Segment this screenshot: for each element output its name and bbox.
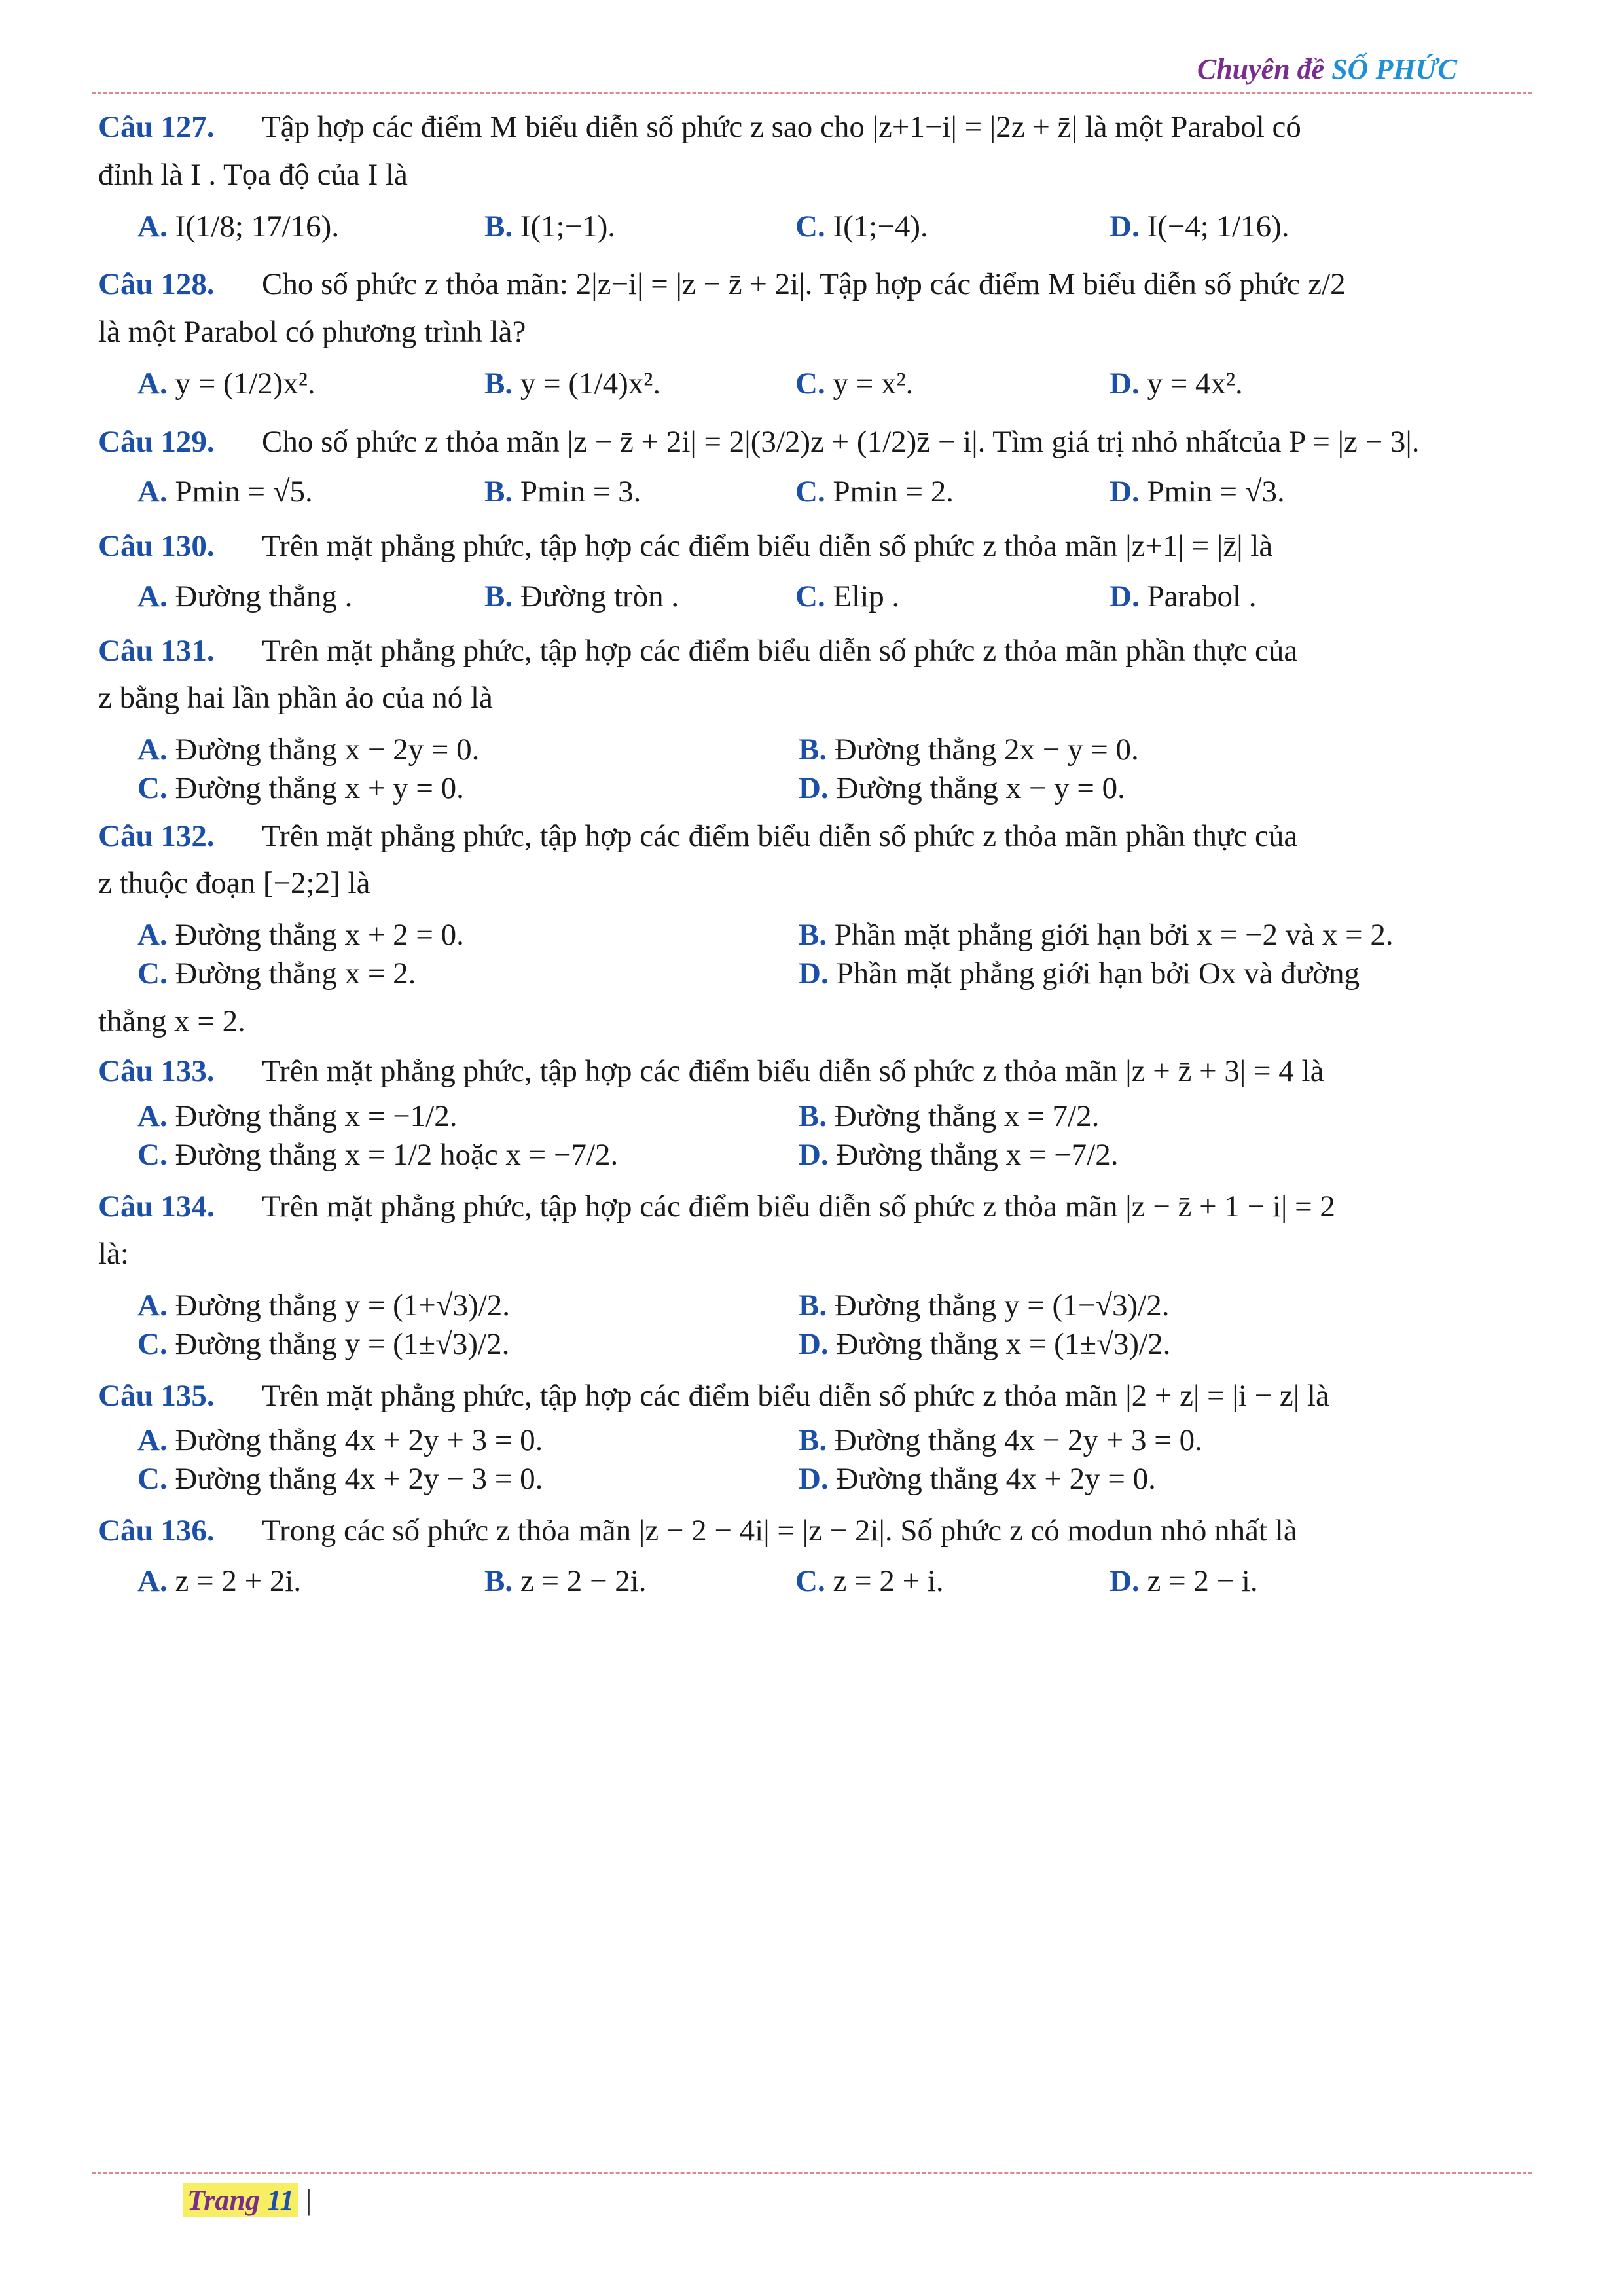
page-footer	[183, 2183, 312, 2217]
answer-option-label: D.	[1110, 366, 1140, 401]
footer-page-label: Trang 11	[183, 2183, 298, 2217]
answer-option-text: I(1/8; 17/16).	[175, 209, 340, 244]
answer-option-label: D.	[799, 771, 829, 805]
answer-option[interactable]	[795, 577, 1110, 616]
question-list	[98, 108, 1532, 1616]
answer-option[interactable]	[799, 731, 1532, 769]
answer-option-text: Pmin = √5.	[175, 475, 313, 509]
answer-option[interactable]	[137, 1421, 799, 1460]
answer-option[interactable]	[1110, 1562, 1532, 1601]
question-number: Câu 129.	[98, 424, 215, 459]
answer-options	[137, 916, 1532, 993]
answer-option[interactable]	[799, 1136, 1532, 1175]
answer-option-text: I(1;−1).	[520, 209, 616, 244]
answer-option-text: y = (1/2)x².	[175, 366, 316, 401]
answer-option-text: Đường thẳng x = −1/2.	[175, 1099, 458, 1133]
answer-option-text: Đường thẳng 4x + 2y = 0.	[836, 1462, 1156, 1496]
answer-option-text: Đường thẳng x = 1/2 hoặc x = −7/2.	[175, 1137, 619, 1172]
answer-option[interactable]	[799, 769, 1532, 808]
question-stem: Trên mặt phẳng phức, tập hợp các điểm biểu diễn số phức z thỏa mãn |z+1| = |z̄| là	[262, 529, 1273, 563]
answer-option-text: z = 2 − i.	[1147, 1563, 1258, 1598]
answer-option[interactable]	[799, 916, 1532, 955]
question-stem: Trên mặt phẳng phức, tập hợp các điểm biểu diễn số phức z thỏa mãn |z + z̄ + 3| = 4 là	[262, 1054, 1324, 1089]
answer-option-text: Đường thẳng 4x + 2y − 3 = 0.	[175, 1462, 543, 1496]
answer-option-label: C.	[137, 956, 168, 991]
answer-option[interactable]	[799, 1286, 1532, 1325]
answer-option[interactable]	[137, 769, 799, 808]
answer-option-label: D.	[1110, 209, 1140, 244]
answer-options	[137, 1421, 1532, 1499]
answer-option[interactable]	[137, 208, 484, 246]
question-stem-row	[98, 423, 1532, 462]
answer-option[interactable]	[1110, 365, 1532, 403]
answer-option-label: C.	[137, 1462, 168, 1496]
answer-option[interactable]	[137, 955, 799, 993]
question-number: Câu 135.	[98, 1378, 215, 1413]
answer-option[interactable]	[137, 916, 799, 955]
answer-option-label: A.	[137, 475, 168, 509]
answer-option[interactable]	[795, 1562, 1110, 1601]
answer-option[interactable]	[1110, 473, 1532, 511]
answer-option-text: Đường thẳng x = −7/2.	[836, 1137, 1119, 1172]
answer-option-label: D.	[799, 1137, 829, 1172]
answer-option[interactable]	[137, 1097, 799, 1136]
answer-option[interactable]	[799, 1325, 1532, 1364]
answer-option-label: D.	[1110, 1563, 1140, 1598]
question-stem: Trên mặt phẳng phức, tập hợp các điểm biểu diễn số phức z thỏa mãn |z − z̄ + 1 − i| = 2	[262, 1189, 1335, 1224]
answer-option[interactable]	[137, 1460, 799, 1499]
question-stem-continued: z bằng hai lần phần ảo của nó là	[98, 681, 493, 716]
question-number: Câu 131.	[98, 633, 215, 668]
answer-option-label: B.	[799, 1288, 827, 1322]
answer-option-text: Đường thẳng x = 2.	[175, 956, 416, 991]
answer-option-label: B.	[484, 209, 513, 244]
page-header	[1197, 52, 1457, 86]
answer-option-text: Đường thẳng 4x + 2y + 3 = 0.	[175, 1423, 543, 1458]
answer-option-text: Đường thẳng x − y = 0.	[836, 771, 1125, 805]
answer-option[interactable]	[137, 1562, 484, 1601]
question-stem: Trong các số phức z thỏa mãn |z − 2 − 4i| = |z − 2i|. Số phức z có modun nhỏ nhất là	[262, 1513, 1297, 1548]
question-block	[98, 632, 1532, 808]
question-block	[98, 108, 1532, 246]
answer-option-label: C.	[137, 1326, 168, 1361]
answer-option-label: C.	[795, 475, 825, 509]
answer-option-text: Elip .	[833, 579, 900, 613]
answer-option-label: A.	[137, 1423, 168, 1458]
answer-option-text: Đường thẳng x − 2y = 0.	[175, 733, 480, 767]
answer-option-label: C.	[795, 1563, 825, 1598]
answer-option-label: A.	[137, 1288, 168, 1322]
answer-option-text: Đường thẳng y = (1−√3)/2.	[834, 1288, 1170, 1322]
footer-divider	[92, 2172, 1532, 2174]
question-block	[98, 817, 1532, 1041]
question-block	[98, 1512, 1532, 1601]
question-stem-row	[98, 108, 1532, 147]
question-block	[98, 1377, 1532, 1499]
answer-option-label: A.	[137, 209, 168, 244]
answer-option-label: A.	[137, 733, 168, 767]
answer-option-label: A.	[137, 918, 168, 952]
answer-option-text: Pmin = 2.	[833, 475, 954, 509]
answer-option[interactable]	[799, 955, 1532, 993]
question-number: Câu 133.	[98, 1054, 215, 1089]
footer-separator: |	[306, 2184, 312, 2216]
answer-option-label: C.	[795, 209, 825, 244]
answer-option-label: A.	[137, 1563, 168, 1598]
answer-option-text: Đường thẳng 2x − y = 0.	[834, 733, 1139, 767]
answer-option-text: Đường thẳng x = (1±√3)/2.	[836, 1326, 1171, 1361]
answer-option-label: C.	[795, 366, 825, 401]
question-stem-continued: đỉnh là I . Tọa độ của I là	[98, 157, 408, 192]
question-stem-continued: là một Parabol có phương trình là?	[98, 315, 526, 349]
question-stem-row	[98, 817, 1532, 856]
answer-option-label: C.	[137, 771, 168, 805]
question-block	[98, 527, 1532, 616]
answer-option-label: B.	[799, 1099, 827, 1133]
answer-option-label: A.	[137, 579, 168, 613]
answer-options	[137, 1097, 1532, 1175]
answer-option[interactable]	[137, 473, 484, 511]
answer-option[interactable]	[137, 577, 484, 616]
question-block	[98, 423, 1532, 512]
answer-option-label: C.	[795, 579, 825, 613]
answer-option-label: B.	[484, 475, 513, 509]
answer-option-label: D.	[1110, 579, 1140, 613]
answer-option-text: z = 2 + 2i.	[175, 1563, 302, 1598]
question-stem-continued: là:	[98, 1237, 129, 1271]
answer-option-label: B.	[799, 918, 827, 952]
answer-option-label: C.	[137, 1137, 168, 1172]
question-stem-row	[98, 1052, 1532, 1091]
answer-options	[137, 365, 1532, 403]
question-stem-row	[98, 632, 1532, 670]
answer-option-label: A.	[137, 366, 168, 401]
header-topic-prefix: Chuyên đề	[1197, 53, 1325, 85]
question-block	[98, 1052, 1532, 1174]
answer-option[interactable]	[137, 365, 484, 403]
answer-option[interactable]	[799, 1460, 1532, 1499]
answer-option-text: Đường thẳng y = (1±√3)/2.	[175, 1326, 510, 1361]
answer-option-text: Đường thẳng x + y = 0.	[175, 771, 464, 805]
answer-option-text: I(1;−4).	[833, 209, 928, 244]
answer-option-continued: thẳng x = 2.	[98, 1004, 245, 1038]
answer-option-text: Pmin = √3.	[1147, 475, 1285, 509]
answer-option-text: Phần mặt phẳng giới hạn bởi x = −2 và x = 2.	[834, 918, 1394, 952]
answer-option-text: Đường thẳng 4x − 2y + 3 = 0.	[834, 1423, 1202, 1458]
question-number: Câu 134.	[98, 1189, 215, 1224]
answer-option[interactable]	[484, 473, 795, 511]
answer-option-text: Đường thẳng x + 2 = 0.	[175, 918, 464, 952]
answer-option[interactable]	[137, 731, 799, 769]
answer-option[interactable]	[484, 1562, 795, 1601]
answer-option-text: Parabol .	[1147, 579, 1257, 613]
question-stem-continued: z thuộc đoạn [−2;2] là	[98, 866, 370, 901]
answer-option-label: B.	[799, 733, 827, 767]
question-stem: Trên mặt phẳng phức, tập hợp các điểm biểu diễn số phức z thỏa mãn phần thực của	[262, 818, 1298, 853]
answer-option-text: y = 4x².	[1147, 366, 1243, 401]
question-stem-row	[98, 265, 1532, 304]
answer-option-label: D.	[799, 1462, 829, 1496]
answer-option[interactable]	[795, 473, 1110, 511]
header-topic-highlight: SỐ PHỨC	[1331, 53, 1457, 85]
answer-option-label: D.	[799, 1326, 829, 1361]
answer-option-text: Đường thẳng .	[175, 579, 353, 613]
answer-option-text: Đường tròn .	[520, 579, 679, 613]
answer-option[interactable]	[484, 208, 795, 246]
answer-option-text: y = x².	[833, 366, 914, 401]
question-stem: Trên mặt phẳng phức, tập hợp các điểm biểu diễn số phức z thỏa mãn |2 + z| = |i − z| là	[262, 1378, 1329, 1413]
answer-option-text: I(−4; 1/16).	[1147, 209, 1290, 244]
answer-option-text: Pmin = 3.	[520, 475, 641, 509]
question-number: Câu 136.	[98, 1513, 215, 1548]
question-stem-row	[98, 1512, 1532, 1550]
answer-option-text: z = 2 + i.	[833, 1563, 944, 1598]
question-stem-row	[98, 1188, 1532, 1226]
answer-option[interactable]	[1110, 208, 1532, 246]
answer-options	[137, 731, 1532, 808]
answer-option[interactable]	[137, 1286, 799, 1325]
answer-option-label: A.	[137, 1099, 168, 1133]
answer-option-label: B.	[484, 366, 513, 401]
answer-options	[137, 208, 1532, 246]
answer-option[interactable]	[799, 1097, 1532, 1136]
answer-option-label: D.	[1110, 475, 1140, 509]
answer-options	[137, 1286, 1532, 1364]
answer-option[interactable]	[484, 577, 795, 616]
question-number: Câu 128.	[98, 267, 215, 302]
question-stem-row	[98, 1377, 1532, 1415]
question-block	[98, 1188, 1532, 1364]
answer-option-label: B.	[484, 579, 513, 613]
answer-option[interactable]	[799, 1421, 1532, 1460]
question-stem: Cho số phức z thỏa mãn: 2|z−i| = |z − z̄ + 2i|. Tập hợp các điểm M biểu diễn số phức z/2	[262, 267, 1346, 302]
answer-option[interactable]	[137, 1136, 799, 1175]
answer-options	[137, 577, 1532, 616]
answer-option-text: z = 2 − 2i.	[520, 1563, 647, 1598]
question-number: Câu 127.	[98, 110, 215, 144]
answer-option-label: D.	[799, 956, 829, 991]
answer-option[interactable]	[137, 1325, 799, 1364]
answer-option[interactable]	[484, 365, 795, 403]
question-number: Câu 132.	[98, 818, 215, 853]
answer-option[interactable]	[795, 208, 1110, 246]
question-stem-row	[98, 527, 1532, 566]
answer-option[interactable]	[795, 365, 1110, 403]
answer-option-label: B.	[484, 1563, 513, 1598]
question-stem: Tập hợp các điểm M biểu diễn số phức z sao cho |z+1−i| = |2z + z̄| là một Parabol có	[262, 110, 1301, 144]
answer-options	[137, 1562, 1532, 1601]
question-stem: Trên mặt phẳng phức, tập hợp các điểm biểu diễn số phức z thỏa mãn phần thực của	[262, 633, 1298, 668]
question-number: Câu 130.	[98, 529, 215, 563]
answer-option-text: Đường thẳng y = (1+√3)/2.	[175, 1288, 511, 1322]
answer-option-text: y = (1/4)x².	[520, 366, 661, 401]
footer-page-number: 11	[266, 2184, 295, 2216]
answer-option-text: Đường thẳng x = 7/2.	[834, 1099, 1100, 1133]
answer-option-label: B.	[799, 1423, 827, 1458]
question-stem: Cho số phức z thỏa mãn |z − z̄ + 2i| = 2|(3/2)z + (1/2)z̄ − i|. Tìm giá trị nhỏ nhấtcủa P = |z − 3|.	[262, 424, 1420, 459]
header-divider	[92, 92, 1532, 94]
answer-option[interactable]	[1110, 577, 1532, 616]
answer-option-text: Phần mặt phẳng giới hạn bởi Ox và đường	[836, 956, 1360, 991]
answer-options	[137, 473, 1532, 511]
question-block	[98, 265, 1532, 403]
